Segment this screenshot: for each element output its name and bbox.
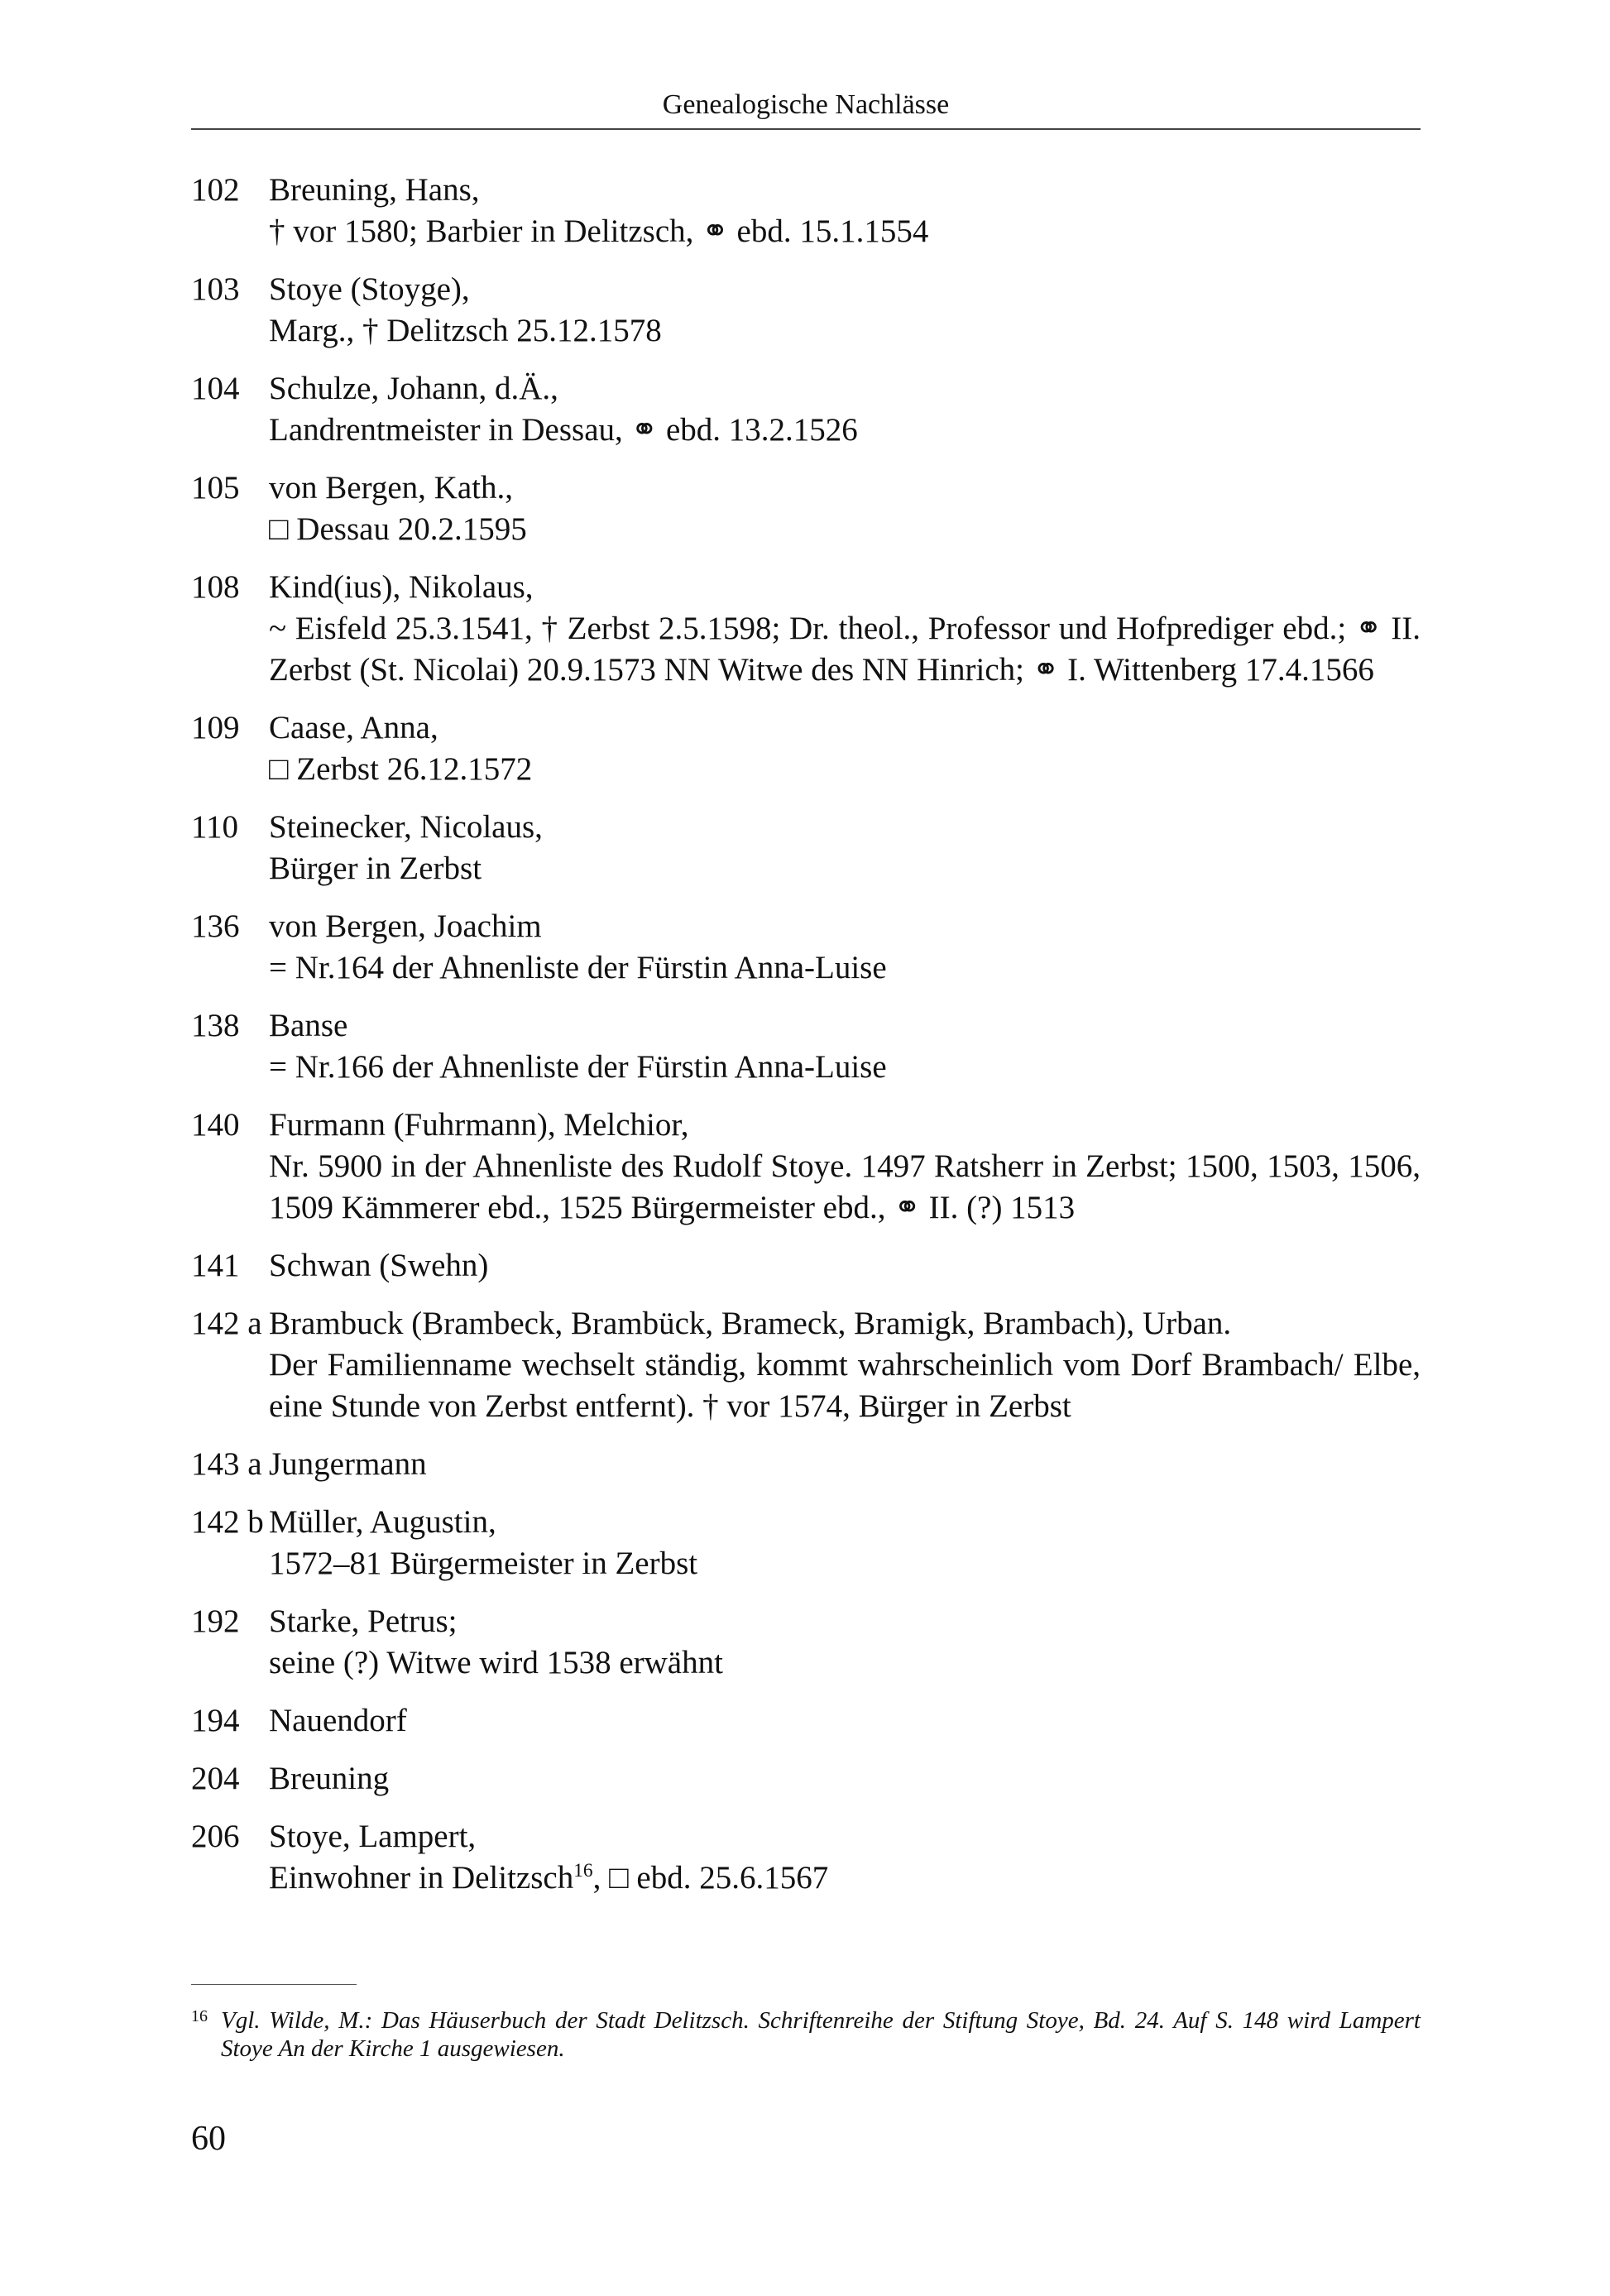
footnote-separator [191,1984,357,1985]
entry-name: Schulze, Johann, d.Ä., [269,371,558,406]
entry-name: Brambuck (Brambeck, Brambück, Brameck, Bramigk, Brambach), Urban. [269,1306,1232,1341]
entry-name: Stoye (Stoyge), [269,271,470,307]
entry [191,1245,1421,1287]
entry [191,1444,1421,1485]
footnote-mark: 16 [191,2007,208,2025]
entry-number: 103 [191,271,240,307]
page [191,87,1421,1915]
entry-detail: ~ Eisfeld 25.3.1541, † Zerbst 2.5.1598; Dr. theol., Professor und Hofprediger ebd.; ⚭ II. Zerbst (St. Nicolai) 20.9.1573 NN Witwe des NN Hinrich; ⚭ I. Wittenberg 17.4.1566 [269,611,1421,688]
entry-list [191,170,1421,1899]
entry-name: Kind(ius), Nikolaus, [269,569,534,605]
entry [191,1105,1421,1229]
entry [191,467,1421,550]
entry-number: 104 [191,371,240,406]
entry-number: 194 [191,1703,240,1738]
entry-detail-text: , □ ebd. 25.6.1567 [592,1860,829,1896]
entry-detail: □ Dessau 20.2.1595 [269,511,527,547]
entry-detail: Marg., † Delitzsch 25.12.1578 [269,313,662,348]
entry-number: 142 b [191,1504,264,1540]
entry-detail: = Nr.166 der Ahnenliste der Fürstin Anna-Luise [269,1049,887,1085]
entry-detail: Landrentmeister in Dessau, ⚭ ebd. 13.2.1526 [269,412,858,448]
entry-name: Jungermann [269,1446,427,1482]
entry [191,1303,1421,1427]
entry-number: 141 [191,1248,240,1283]
entry [191,1758,1421,1800]
entry-detail: Nr. 5900 in der Ahnenliste des Rudolf Stoye. 1497 Ratsherr in Zerbst; 1500, 1503, 1506, 1509 Kämmerer ebd., 1525 Bürgermeister ebd., ⚭ II. (?) 1513 [269,1148,1421,1225]
entry-detail: Der Familienname wechselt ständig, kommt wahrscheinlich vom Dorf Brambach/ Elbe, eine Stunde von Zerbst entfernt). † vor 1574, Bürger in Zerbst [269,1347,1421,1424]
entry-detail: □ Zerbst 26.12.1572 [269,751,533,787]
entry-number: 102 [191,172,240,208]
entry-number: 138 [191,1008,240,1043]
entry-name: von Bergen, Joachim [269,908,542,944]
entry [191,368,1421,451]
entry [191,1502,1421,1584]
entry [191,1700,1421,1742]
entry [191,170,1421,252]
entry-name: Stoye, Lampert, [269,1819,477,1854]
entry [191,707,1421,790]
entry-number: 110 [191,809,239,845]
entry-number: 142 a [191,1306,262,1341]
entry-number: 108 [191,569,240,605]
running-head: Genealogische Nachlässe [191,87,1421,130]
entry [191,807,1421,889]
entry-number: 204 [191,1761,240,1796]
entry [191,1816,1421,1899]
entry-name: von Bergen, Kath., [269,470,513,506]
entry-detail: = Nr.164 der Ahnenliste der Fürstin Anna-Luise [269,950,887,985]
entry-detail: 1572–81 Bürgermeister in Zerbst [269,1546,698,1581]
entry-number: 143 a [191,1446,262,1482]
entry-detail: Bürger in Zerbst [269,851,482,886]
footnote-text: Vgl. Wilde, M.: Das Häuserbuch der Stadt Delitzsch. Schriftenreihe der Stiftung Stoye, Bd. 24. Auf S. 148 wird Lampert Stoye An der Kirche 1 ausgewiesen. [221,2007,1421,2062]
entry [191,269,1421,352]
entry-name: Steinecker, Nicolaus, [269,809,543,845]
entry-number: 105 [191,470,240,506]
entry-name: Schwan (Swehn) [269,1248,489,1283]
entry-name: Müller, Augustin, [269,1504,496,1540]
page-number: 60 [191,2120,226,2158]
entry-detail: seine (?) Witwe wird 1538 erwähnt [269,1645,723,1680]
entry-name: Breuning, Hans, [269,172,480,208]
entry [191,906,1421,989]
entry-number: 140 [191,1107,240,1143]
footnote-reference[interactable]: 16 [573,1860,593,1881]
entry-number: 192 [191,1603,240,1639]
entry-name: Starke, Petrus; [269,1603,458,1639]
entry [191,1601,1421,1684]
entry-number: 109 [191,710,240,745]
entry-name: Breuning [269,1761,390,1796]
entry-name: Caase, Anna, [269,710,438,745]
entry-detail [269,1857,1421,1899]
entry-detail: † vor 1580; Barbier in Delitzsch, ⚭ ebd. 15.1.1554 [269,213,929,249]
entry-name: Banse [269,1008,348,1043]
entry-number: 206 [191,1819,240,1854]
entry-detail-text: Einwohner in Delitzsch [269,1860,574,1896]
entry-name: Furmann (Fuhrmann), Melchior, [269,1107,689,1143]
entry [191,1005,1421,1088]
entry [191,567,1421,691]
footnote [191,2006,1421,2063]
entry-name: Nauendorf [269,1703,407,1738]
entry-number: 136 [191,908,240,944]
